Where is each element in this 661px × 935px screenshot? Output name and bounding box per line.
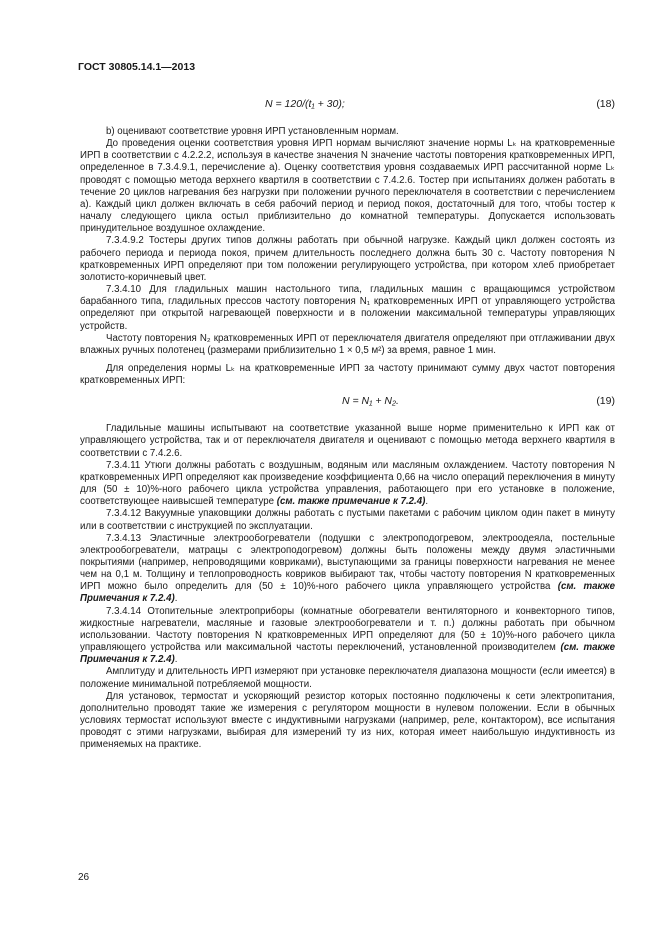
paragraph: [80, 460, 615, 509]
paragraph: 7.3.4.12 Вакуумные упаковщики должны работать с пустыми пакетами с рабочим циклом один пакет в минуту или в соответствии с инструкцией по эксплуатации.: [80, 508, 615, 532]
paragraph: Частоту повторения N₂ кратковременных ИРП от переключателя двигателя определяют при отглаживании двух влажных ручных полотенец (размерами приблизительно 1 × 0,5 м²) за время, равное 1 мин.: [80, 332, 615, 356]
paragraph: Гладильные машины испытывают на соответствие указанной выше норме применительно к ИРП как от управляющего устройства, так и от переключателя двигателя и оценивают с помощью метода верхнего квартиля в соответствии с 7.4.2.6.: [80, 423, 615, 459]
formula-expression: N = N₁ + N₂.: [342, 395, 399, 408]
document-body: [80, 90, 615, 752]
paragraph-text: 7.3.4.14 Отопительные электроприборы (комнатные обогреватели вентиляторного и конвекторного типов, жидкостные нагреватели, масляные и газовые электрообогреватели и т. п.) должны работать при обычном использовании. Частоту повторения N кратковременных ИРП определяют для (50 ± 10)%-ного рабочего цикла управляющего устройства или максимальной частоты переключений, установленной производителем: [80, 605, 615, 654]
note-reference: (см. также Примечания к 7.2.4): [80, 642, 615, 666]
paragraph: До проведения оценки соответствия уровня ИРП нормам вычисляют значение нормы Lₖ на кратковременные ИРП в соответствии с 4.2.2.2, используя в качестве значения N значение частоты повторения кратковременных ИРП, определенное в 7.3.4.9.1, перечисление а). Оценку соответствия уровня создаваемых ИРП рассчитанной норме Lₖ проводят с помощью метода верхнего квартиля в соответствии с 7.4.2.6. Тостер при испытаниях должен работать в течение 20 циклов нагревания без нагрузки при положении ручного переключателя в соответствии с перечислением а). Каждый цикл должен включать в себя рабочий период и период покоя, достаточный для того, чтобы тостер к началу следующего цикла остыл приблизительно до комнатной температуры. Допускается использовать принудительное воздушное охлаждение.: [80, 138, 615, 235]
formula-18: [80, 98, 615, 114]
note-reference: (см. также примечание к 7.2.4): [276, 496, 426, 508]
paragraph: [80, 533, 615, 606]
formula-expression: N = 120/(t₁ + 30);: [265, 98, 345, 110]
formula-number: (19): [596, 395, 615, 408]
formula-number: (18): [596, 98, 615, 110]
paragraph: 7.3.4.10 Для гладильных машин настольного типа, гладильных машин с вращающимся устройством барабанного типа, гладильных прессов частоту повторения N₁ кратковременных ИРП от управляющего устройства определяют при открытой нагревающей поверхности и в положении максимальной температуры управляющих устройств.: [80, 284, 615, 332]
formula-19: [80, 395, 615, 411]
paragraph: b) оценивают соответствие уровня ИРП установленным нормам.: [106, 126, 399, 137]
paragraph-text: 7.3.4.13 Эластичные электрообогреватели (подушки с электроподогревом, электроодеяла, постельные электрообогреватели, матрацы с электроподогревом) должны быть положены между двумя эластичными покрытиями (например, непроводящими ковриками), выступающими за границы поверхности нагревания не менее чем на 0,1 м. Толщину и теплопроводность ковриков выбирают так, чтобы частоту повторения N кратковременных ИРП можно было определить для (50 ± 10)%-ного рабочего цикла управляющего устройства: [80, 532, 615, 593]
page-header: ГОСТ 30805.14.1—2013: [78, 61, 196, 73]
paragraph: Для установок, термостат и ускоряющий резистор которых постоянно подключены к сети электропитания, дополнительно проводят такие же измерения с регулятором мощности в нулевом положении. Если в обычных условиях термостат используют вместе с индуктивными нагрузками (например, реле, контактором), все испытания проводят с этими нагрузками, выбирая для измерений ту из них, которая имеет наибольшую индуктивность из применяемых на практике.: [80, 690, 615, 751]
paragraph: Амплитуду и длительность ИРП измеряют при установке переключателя диапазона мощности (если имеется) в положение минимальной потребляемой мощности.: [80, 666, 615, 690]
paragraph-tail: .: [174, 593, 178, 605]
page-number: 26: [78, 872, 90, 883]
paragraph: 7.3.4.9.2 Тостеры других типов должны работать при обычной нагрузке. Каждый цикл должен состоять из рабочего периода и периода покоя, причем длительность последнего должна быть 30 с. Частоту повторения N кратковременных ИРП определяют при том положении регулирующего устройства, при котором хлеб приобретает золотисто-коричневый цвет.: [80, 235, 615, 283]
paragraph: Для определения нормы Lₖ на кратковременные ИРП за частоту принимают сумму двух частот повторения кратковременных ИРП:: [80, 362, 615, 387]
paragraph-text: 7.3.4.11 Утюги должны работать с воздушным, водяным или масляным охлаждением. Частоту повторения N кратковременных ИРП определяют как произведение коэффициента 0,66 на число операций переключения в минуту для (50 ± 10)%-ного рабочего цикла устройства управления, работающего при его установке в положение, соответствующее наивысшей температуре: [80, 459, 615, 508]
paragraph-tail: .: [174, 654, 178, 666]
paragraph: [80, 606, 615, 667]
paragraph-tail: .: [425, 496, 429, 508]
note-reference: (см. также Примечания к 7.2.4): [80, 581, 615, 605]
